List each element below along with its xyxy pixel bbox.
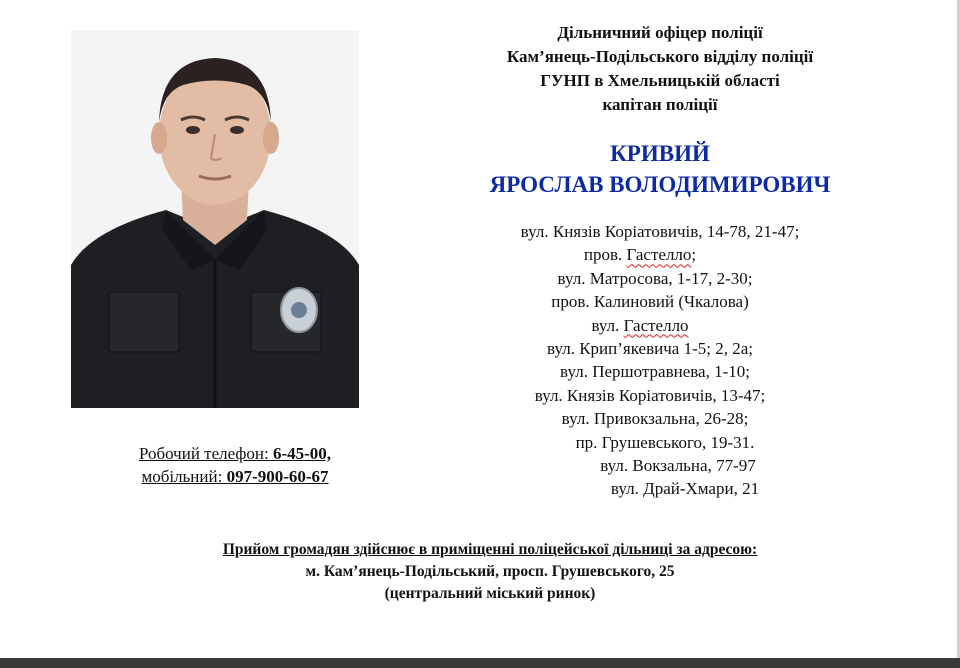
street-list [400, 220, 920, 501]
officer-name [430, 138, 890, 200]
mobile-phone-line [110, 465, 360, 488]
street-line [400, 220, 920, 243]
title-line-1: Дільничний офіцер поліції [557, 23, 763, 42]
street-text: вул. Драй-Хмари, 21 [610, 479, 760, 499]
officer-title-block [430, 21, 890, 117]
street-text: вул. Крип’якевича 1-5; 2, 2а; [547, 339, 753, 359]
title-line-3: ГУНП в Хмельницькій області [540, 71, 780, 90]
street-line [390, 290, 910, 313]
reception-line-1: Прийом громадян здійснює в приміщенні поліцейської дільниці за адресою: [222, 541, 758, 558]
street-text: вул. Вокзальна, 77-97 [600, 456, 756, 476]
street-text: пров. Калиновий (Чкалова) [551, 292, 749, 312]
officer-surname: КРИВИЙ [610, 141, 710, 166]
reception-info [120, 539, 860, 605]
work-phone-number: 6-45-00, [272, 444, 332, 463]
street-text: пров. [583, 245, 627, 265]
street-text: ; [691, 245, 697, 265]
street-line [425, 477, 945, 500]
street-name-spellcheck: Гастелло [626, 245, 692, 265]
officer-photo [71, 30, 359, 408]
street-line [395, 407, 915, 430]
street-text: вул. [591, 315, 624, 335]
street-line [395, 267, 915, 290]
reception-address: м. Кам’янець-Подільський, просп. Грушевського, 25 [305, 563, 675, 580]
street-text: вул. Князів Коріатовичів, 13-47; [534, 385, 766, 405]
bottom-bar [0, 658, 960, 668]
street-line [390, 384, 910, 407]
street-text: вул. Першотравнева, 1-10; [560, 362, 750, 382]
title-line-4: капітан поліції [602, 95, 718, 114]
street-text: пр. Грушевського, 19-31. [575, 432, 755, 452]
street-name-spellcheck: Гастелло [623, 315, 689, 335]
street-text: вул. Привокзальна, 26-28; [561, 409, 749, 429]
contact-phones [110, 442, 360, 488]
street-line [380, 314, 900, 337]
street-line [380, 243, 900, 266]
street-text: вул. Матросова, 1-17, 2-30; [557, 268, 753, 288]
reception-landmark: (центральний міський ринок) [384, 585, 596, 602]
street-line [395, 360, 915, 383]
street-text: вул. Князів Коріатовичів, 14-78, 21-47; [520, 222, 800, 241]
street-line [390, 337, 910, 360]
work-phone-label: Робочий телефон: [138, 444, 273, 463]
mobile-phone-number: 097-900-60-67 [226, 467, 329, 486]
mobile-phone-label: мобільний: [141, 467, 227, 486]
title-line-2: Кам’янець-Подільського відділу поліції [506, 47, 814, 66]
street-line [405, 431, 925, 454]
street-line [418, 454, 938, 477]
work-phone-line [110, 442, 360, 465]
officer-given-names: ЯРОСЛАВ ВОЛОДИМИРОВИЧ [489, 172, 831, 197]
